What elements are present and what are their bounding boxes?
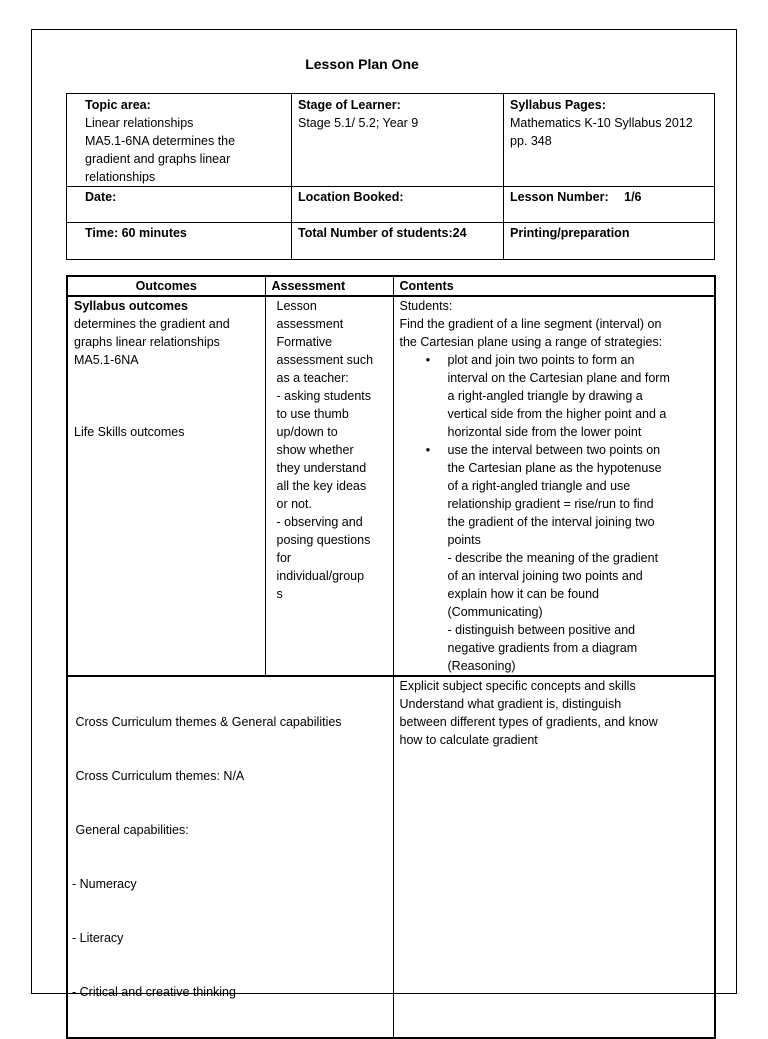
outcome-line: graphs linear relationships [74,335,220,349]
date-cell [67,187,292,223]
lesson-number-cell [504,187,715,223]
contents-intro-line: Students: [399,299,453,313]
strategy-line: interval on the Cartesian plane and form [447,371,670,385]
assessment-line: as a teacher: [276,371,349,385]
topic-line: MA5.1-6NA determines the [85,134,236,148]
syllabus-cell [504,94,715,187]
topic-line: relationships [85,170,156,184]
date-label: Date: [85,190,117,204]
strategy-item [448,351,709,441]
assessment-line: s [276,587,283,601]
life-skills-outcomes: Life Skills outcomes [74,425,185,439]
assessment-line: Lesson [276,299,317,313]
outcomes-header: Outcomes [67,276,265,296]
contents-extra-line: explain how it can be found [447,587,599,601]
strategy-item [448,441,709,549]
assessment-cell [265,296,393,676]
strategy-line: horizontal side from the lower point [447,425,642,439]
assessment-line: or not. [276,497,312,511]
explicit-line: how to calculate gradient [399,733,538,747]
students-label: Total Number of students:24 [298,226,467,240]
syllabus-line: Mathematics K-10 Syllabus 2012 [510,116,693,130]
assessment-header: Assessment [265,276,393,296]
explicit-concepts-cell [393,676,715,1038]
contents-extra-line: - distinguish between positive and [447,623,636,637]
assessment-line: assessment [276,317,344,331]
strategy-line: the Cartesian plane as the hypotenuse [447,461,662,475]
cross-line: - Critical and creative thinking [72,985,236,999]
strategy-line: ● use the interval between two points on [447,443,661,457]
contents-extra-line: - describe the meaning of the gradient [447,551,659,565]
syllabus-outcomes-heading: Syllabus outcomes [74,299,188,313]
location-cell [292,187,504,223]
cross-line: Cross Curriculum themes: N/A [72,769,245,783]
outcome-line: determines the gradient and [74,317,230,331]
contents-extra-line: (Communicating) [447,605,543,619]
assessment-line: show whether [276,443,354,457]
topic-line: gradient and graphs linear [85,152,231,166]
topic-area-label: Topic area: [85,98,151,112]
stage-cell [292,94,504,187]
outcome-line: MA5.1-6NA [74,353,139,367]
time-label: Time: 60 minutes [85,226,187,240]
page-title: Lesson Plan One [305,56,419,72]
time-cell [67,223,292,260]
topic-line: Linear relationships [85,116,194,130]
explicit-line: between different types of gradients, and know [399,715,658,729]
cross-line: - Numeracy [72,877,137,891]
assessment-line: to use thumb [276,407,349,421]
stage-label: Stage of Learner: [298,98,401,112]
assessment-line: Formative [276,335,333,349]
assessment-line: assessment such [276,353,374,367]
lesson-info-table [66,93,715,260]
assessment-line: - asking students [276,389,371,403]
outcomes-cell [67,296,265,676]
stage-value: Stage 5.1/ 5.2; Year 9 [298,116,419,130]
contents-intro-line: the Cartesian plane using a range of strategies: [399,335,663,349]
explicit-line: Explicit subject specific concepts and skills [399,679,636,693]
strategy-line: relationship gradient = rise/run to find [447,497,654,511]
cross-curriculum-cell [67,676,393,1038]
assessment-line: posing questions [276,533,371,547]
contents-cell [393,296,715,676]
assessment-line: - observing and [276,515,363,529]
strategy-line: vertical side from the higher point and a [447,407,667,421]
assessment-line: they understand [276,461,367,475]
assessment-line: up/down to [276,425,338,439]
contents-extra-line: negative gradients from a diagram [447,641,638,655]
location-label: Location Booked: [298,190,404,204]
cross-line: - Literacy [72,931,124,945]
strategy-line: a right-angled triangle by drawing a [447,389,643,403]
assessment-line: for [276,551,292,565]
topic-area-cell [67,94,292,187]
strategy-line: the gradient of the interval joining two [447,515,655,529]
strategy-line: ● plot and join two points to form an [447,353,635,367]
students-cell [292,223,504,260]
assessment-line: all the key ideas [276,479,367,493]
assessment-line: individual/group [276,569,365,583]
contents-intro-line: Find the gradient of a line segment (interval) on [399,317,662,331]
contents-extra [400,549,709,675]
contents-extra-line: of an interval joining two points and [447,569,643,583]
lesson-number-value: 1/6 [624,190,642,204]
strategy-list [400,351,709,549]
contents-header: Contents [393,276,715,296]
lesson-number-label: Lesson Number: [510,190,609,204]
contents-extra-line: (Reasoning) [447,659,516,673]
syllabus-label: Syllabus Pages: [510,98,606,112]
cross-line: General capabilities: [72,823,189,837]
printing-label: Printing/preparation [510,226,630,240]
printing-cell [504,223,715,260]
cross-line: Cross Curriculum themes & General capabilities [72,715,342,729]
explicit-line: Understand what gradient is, distinguish [399,697,622,711]
strategy-line: points [447,533,481,547]
lesson-plan-table [66,275,716,1039]
syllabus-line: pp. 348 [510,134,552,148]
strategy-line: of a right-angled triangle and use [447,479,631,493]
